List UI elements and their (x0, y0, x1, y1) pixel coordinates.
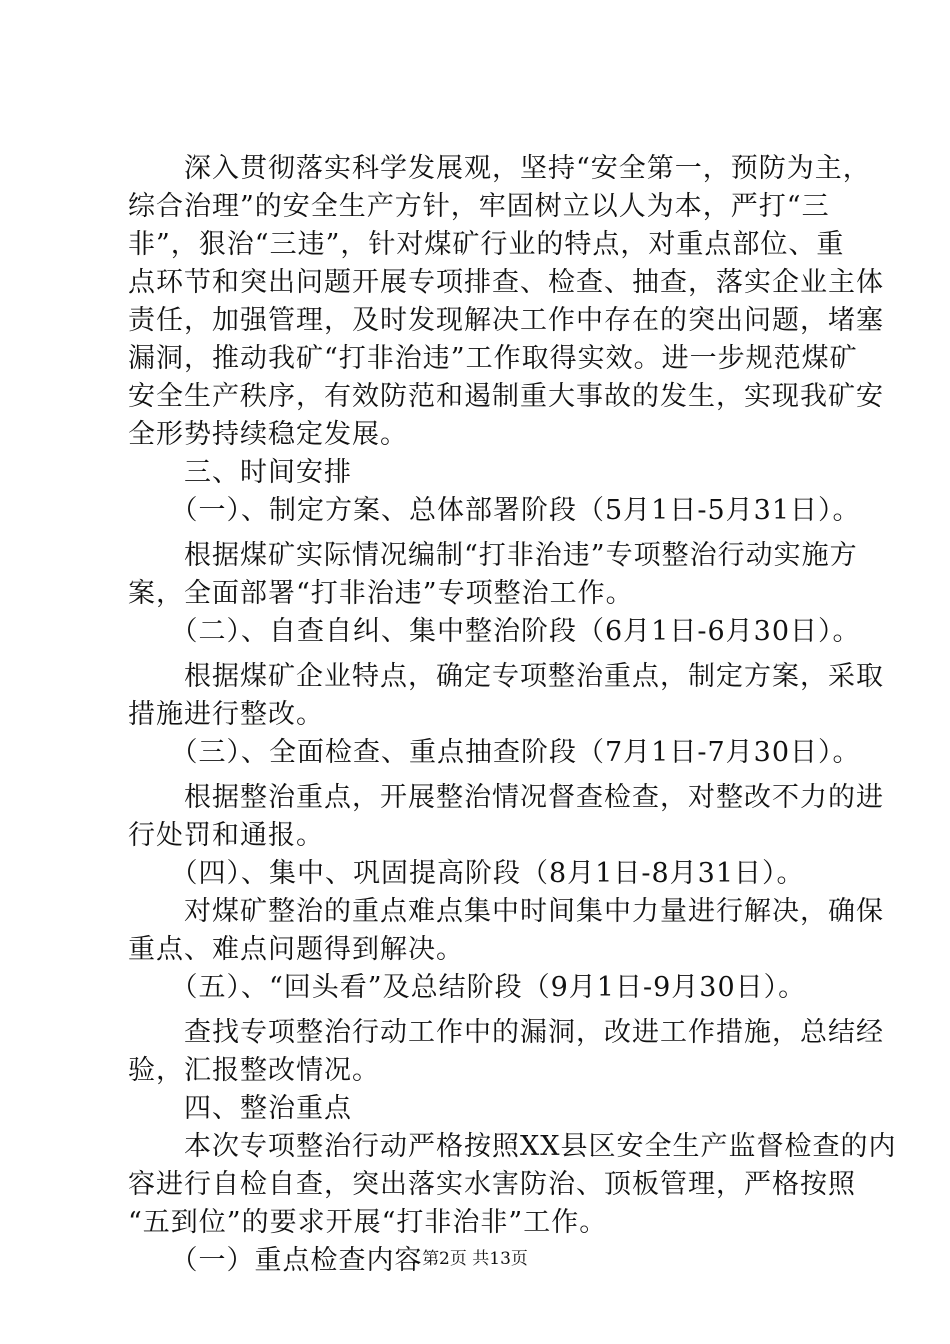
stage-heading: （四）、集中、巩固提高阶段（8月1日-8月31日）。 (128, 858, 805, 889)
page-number-footer: 第2页 共13页 (422, 1249, 528, 1269)
paragraph-line: 案，全面部署“打非治违”专项整治工作。 (128, 578, 634, 609)
paragraph-line: 综合治理”的安全生产方针，牢固树立以人为本，严打“三 (128, 191, 830, 222)
paragraph-line: “五到位”的要求开展“打非治非”工作。 (128, 1207, 608, 1238)
paragraph-line: 安全生产秩序，有效防范和遏制重大事故的发生，实现我矿安 (128, 381, 884, 412)
paragraph-line: 重点、难点问题得到解决。 (128, 934, 464, 965)
stage-heading: （三）、全面检查、重点抽查阶段（7月1日-7月30日）。 (128, 737, 861, 768)
stage-heading: （二）、自查自纠、集中整治阶段（6月1日-6月30日）。 (128, 616, 861, 647)
paragraph-line: 根据煤矿实际情况编制“打非治违”专项整治行动实施方 (128, 540, 858, 571)
stage-heading: （一）、制定方案、总体部署阶段（5月1日-5月31日）。 (128, 495, 861, 526)
paragraph-line: 深入贯彻落实科学发展观，坚持“安全第一，预防为主， (128, 153, 871, 184)
paragraph-line: 根据整治重点，开展整治情况督查检查，对整改不力的进 (128, 782, 884, 813)
stage-heading: （五）、“回头看”及总结阶段（9月1日-9月30日）。 (128, 972, 807, 1003)
paragraph-line: 验，汇报整改情况。 (128, 1055, 380, 1086)
paragraph-line: 点环节和突出问题开展专项排查、检查、抽查，落实企业主体 (128, 267, 884, 298)
paragraph-line: 漏洞，推动我矿“打非治违”工作取得实效。进一步规范煤矿 (128, 343, 858, 374)
paragraph-line: 根据煤矿企业特点，确定专项整治重点，制定方案，采取 (128, 661, 884, 692)
paragraph-line: 查找专项整治行动工作中的漏洞，改进工作措施，总结经 (128, 1017, 884, 1048)
paragraph-line: 行处罚和通报。 (128, 820, 324, 851)
paragraph-line: 容进行自检自查，突出落实水害防治、顶板管理，严格按照 (128, 1169, 856, 1200)
paragraph-line: 全形势持续稳定发展。 (128, 419, 408, 450)
subsection-heading: （一）重点检查内容 (128, 1245, 423, 1276)
paragraph-line: 责任，加强管理，及时发现解决工作中存在的突出问题，堵塞 (128, 305, 884, 336)
paragraph-line: 本次专项整治行动严格按照XX县区安全生产监督检查的内 (128, 1131, 897, 1162)
paragraph-line: 非”，狠治“三违”，针对煤矿行业的特点，对重点部位、重 (128, 229, 845, 260)
section-heading: 三、时间安排 (128, 457, 352, 488)
paragraph-line: 对煤矿整治的重点难点集中时间集中力量进行解决，确保 (128, 896, 884, 927)
section-heading: 四、整治重点 (128, 1093, 352, 1124)
paragraph-line: 措施进行整改。 (128, 699, 324, 730)
